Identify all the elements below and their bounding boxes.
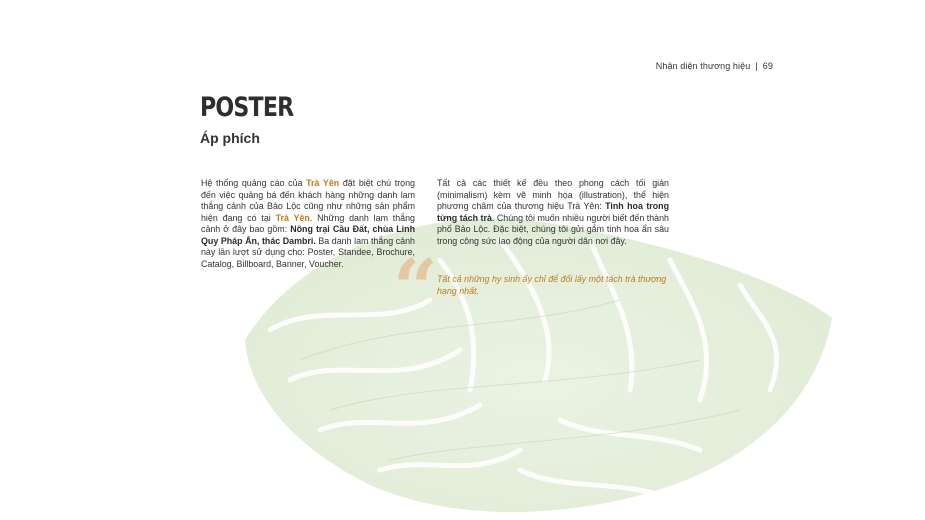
left-text-1: Hệ thống quảng cáo của [201, 178, 307, 188]
right-text-2: . Chúng tôi muốn nhiều người biết đến thành phố Bảo Lộc. Đặc biệt, chúng tôi gửi gắm tinh hoa ẩn sâu trong công sức lao động của người dân nơi đây. [437, 212, 669, 246]
right-text-column [437, 178, 669, 247]
page-subtitle: Áp phích [200, 130, 260, 146]
pull-quote: Tất cả những hy sinh ấy chỉ để đổi lấy một tách trà thượng hạng nhất. [437, 274, 667, 296]
brand-name: Trà Yên [275, 212, 310, 223]
page-number: 69 [762, 61, 773, 71]
left-text-2: đặt biệt chú trọng đến việc quảng bá đến khách hàng những danh lam thắng cảnh của Bảo Lộc cũng như những sản phẩm hiện đang có tại [201, 178, 415, 223]
left-text-column [201, 178, 415, 270]
quote-mark-icon: “ [393, 243, 438, 334]
section-name: Nhận diện thương hiệu [655, 61, 751, 71]
page-title: POSTER [200, 92, 294, 123]
header-separator: | [755, 61, 758, 71]
page-header [656, 61, 773, 71]
landmark-list: Nông trại Cầu Đất, chùa Linh Quy Pháp Ấn, thác Dambri. [201, 224, 415, 246]
left-text-3: . Những danh lam thắng cảnh ở đây bao gồm: [201, 212, 415, 234]
brand-motto: Tinh hoa trong từng tách trà [437, 201, 670, 223]
brand-name: Trà Yên [306, 178, 340, 188]
right-text-1: Tất cả các thiết kế đều theo phong cách tối giản (minimalism) kèm vẽ minh họa (illustration), thể hiện phương châm của thương hiệu Trà Yên: [437, 178, 669, 211]
left-text-4: Ba danh lam thắng cảnh này lần lượt sử dụng cho: Poster, Standee, Brochure, Catalog, Billboard, Banner, Voucher. [201, 235, 415, 269]
